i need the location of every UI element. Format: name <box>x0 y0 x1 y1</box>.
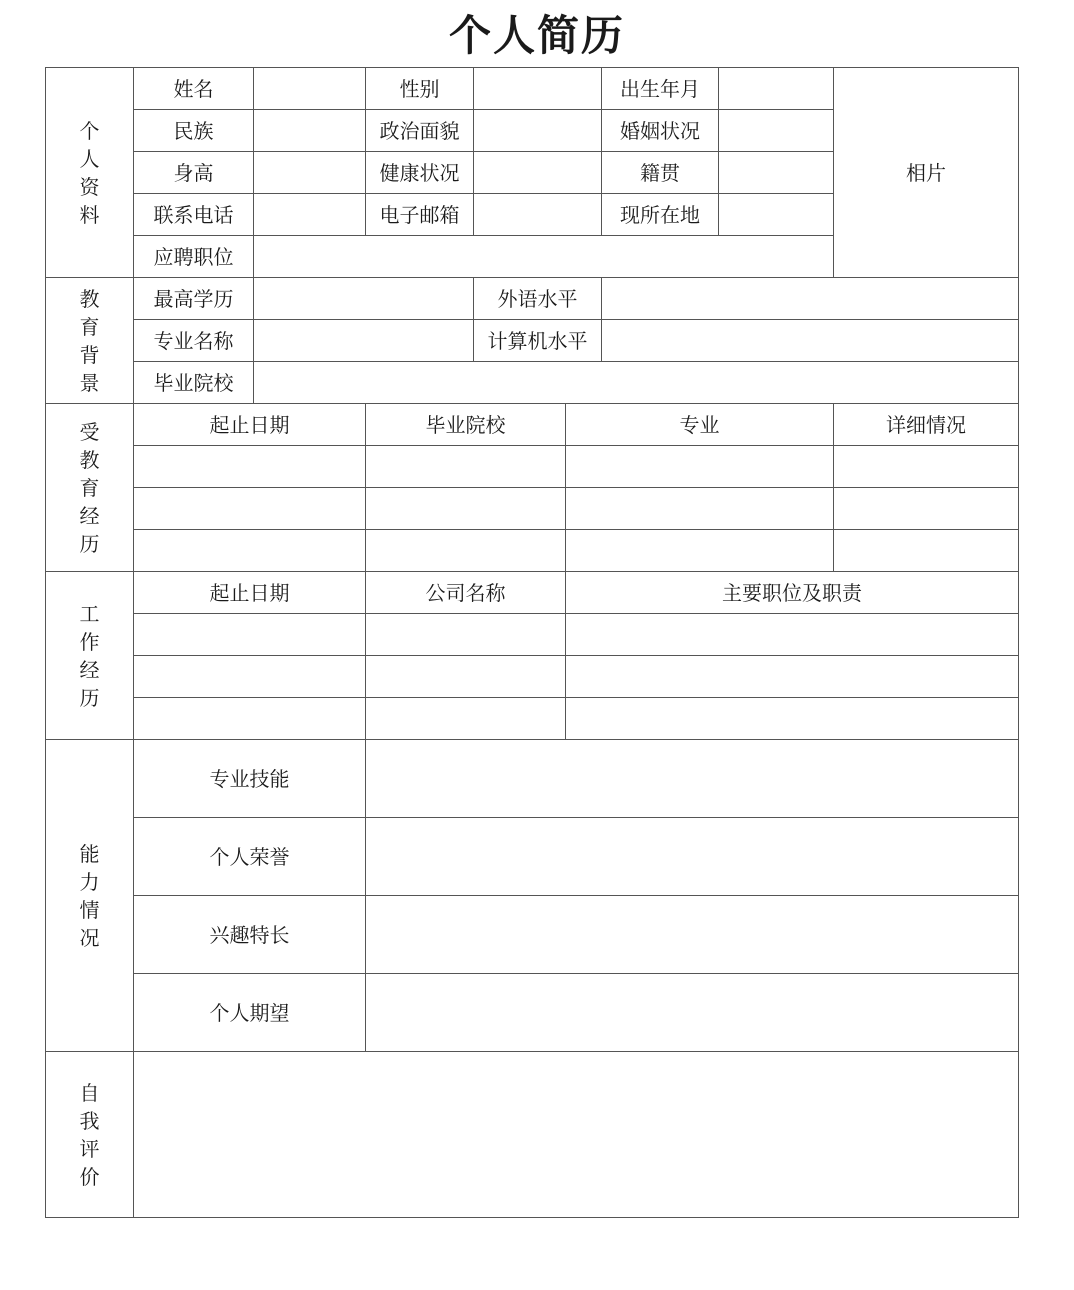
label-email: 电子邮箱 <box>366 194 474 236</box>
label-degree: 最高学历 <box>134 278 254 320</box>
edu-exp-cell[interactable] <box>834 530 1019 572</box>
field-major[interactable] <box>254 320 474 362</box>
edu-exp-header-major: 专业 <box>566 404 834 446</box>
label-gender: 性别 <box>366 68 474 110</box>
field-position[interactable] <box>254 236 834 278</box>
label-location: 现所在地 <box>602 194 719 236</box>
label-name: 姓名 <box>134 68 254 110</box>
label-ethnicity: 民族 <box>134 110 254 152</box>
work-exp-cell[interactable] <box>566 614 1019 656</box>
work-exp-header-dates: 起止日期 <box>134 572 366 614</box>
edu-exp-cell[interactable] <box>834 446 1019 488</box>
section-ability: 能力情况 <box>46 740 134 1052</box>
edu-exp-header-details: 详细情况 <box>834 404 1019 446</box>
edu-exp-cell[interactable] <box>134 488 366 530</box>
label-birth: 出生年月 <box>602 68 719 110</box>
section-education-experience: 受教育经历 <box>46 404 134 572</box>
edu-bg-row-3 <box>46 362 1019 404</box>
edu-exp-cell[interactable] <box>566 530 834 572</box>
field-native-place[interactable] <box>719 152 834 194</box>
work-exp-cell[interactable] <box>366 656 566 698</box>
edu-exp-row <box>46 530 1019 572</box>
field-location[interactable] <box>719 194 834 236</box>
self-eval-row <box>46 1052 1019 1218</box>
edu-exp-cell[interactable] <box>366 488 566 530</box>
field-skills[interactable] <box>366 740 1019 818</box>
work-exp-cell[interactable] <box>566 656 1019 698</box>
label-native-place: 籍贯 <box>602 152 719 194</box>
label-language: 外语水平 <box>474 278 602 320</box>
work-exp-row <box>46 698 1019 740</box>
work-exp-cell[interactable] <box>366 698 566 740</box>
label-phone: 联系电话 <box>134 194 254 236</box>
work-exp-cell[interactable] <box>134 614 366 656</box>
field-gender[interactable] <box>474 68 602 110</box>
field-birth[interactable] <box>719 68 834 110</box>
edu-exp-header-row <box>46 404 1019 446</box>
field-self-evaluation[interactable] <box>134 1052 1019 1218</box>
label-skills: 专业技能 <box>134 740 366 818</box>
section-personal: 个人资料 <box>46 68 134 278</box>
field-phone[interactable] <box>254 194 366 236</box>
field-ethnicity[interactable] <box>254 110 366 152</box>
label-honors: 个人荣誉 <box>134 818 366 896</box>
work-exp-header-duties: 主要职位及职责 <box>566 572 1019 614</box>
field-language[interactable] <box>602 278 1019 320</box>
field-honors[interactable] <box>366 818 1019 896</box>
personal-row-1 <box>46 68 1019 110</box>
field-health[interactable] <box>474 152 602 194</box>
edu-exp-cell[interactable] <box>566 446 834 488</box>
field-email[interactable] <box>474 194 602 236</box>
edu-exp-row <box>46 446 1019 488</box>
ability-row-skills <box>46 740 1019 818</box>
label-height: 身高 <box>134 152 254 194</box>
edu-exp-cell[interactable] <box>366 530 566 572</box>
section-education-background: 教育背景 <box>46 278 134 404</box>
field-hobbies[interactable] <box>366 896 1019 974</box>
section-self-evaluation: 自我评价 <box>46 1052 134 1218</box>
field-marital[interactable] <box>719 110 834 152</box>
field-degree[interactable] <box>254 278 474 320</box>
edu-exp-cell[interactable] <box>134 446 366 488</box>
label-position: 应聘职位 <box>134 236 254 278</box>
ability-row-expectation <box>46 974 1019 1052</box>
field-political[interactable] <box>474 110 602 152</box>
edu-exp-cell[interactable] <box>566 488 834 530</box>
field-name[interactable] <box>254 68 366 110</box>
section-work-experience: 工作经历 <box>46 572 134 740</box>
field-computer[interactable] <box>602 320 1019 362</box>
work-exp-row <box>46 614 1019 656</box>
ability-row-honors <box>46 818 1019 896</box>
work-exp-header-row <box>46 572 1019 614</box>
field-height[interactable] <box>254 152 366 194</box>
ability-row-hobbies <box>46 896 1019 974</box>
photo-box[interactable]: 相片 <box>834 68 1019 278</box>
label-major: 专业名称 <box>134 320 254 362</box>
field-expectation[interactable] <box>366 974 1019 1052</box>
edu-exp-header-dates: 起止日期 <box>134 404 366 446</box>
edu-bg-row-1 <box>46 278 1019 320</box>
edu-exp-cell[interactable] <box>134 530 366 572</box>
work-exp-cell[interactable] <box>566 698 1019 740</box>
work-exp-cell[interactable] <box>134 656 366 698</box>
work-exp-row <box>46 656 1019 698</box>
label-expectation: 个人期望 <box>134 974 366 1052</box>
label-computer: 计算机水平 <box>474 320 602 362</box>
page-title: 个人简历 <box>448 11 625 60</box>
label-political: 政治面貌 <box>366 110 474 152</box>
label-health: 健康状况 <box>366 152 474 194</box>
edu-bg-row-2 <box>46 320 1019 362</box>
edu-exp-row <box>46 488 1019 530</box>
work-exp-cell[interactable] <box>366 614 566 656</box>
edu-exp-cell[interactable] <box>366 446 566 488</box>
work-exp-header-company: 公司名称 <box>366 572 566 614</box>
work-exp-cell[interactable] <box>134 698 366 740</box>
field-school[interactable] <box>254 362 1019 404</box>
label-school: 毕业院校 <box>134 362 254 404</box>
edu-exp-cell[interactable] <box>834 488 1019 530</box>
resume-table <box>45 67 1019 1218</box>
label-marital: 婚姻状况 <box>602 110 719 152</box>
edu-exp-header-school: 毕业院校 <box>366 404 566 446</box>
label-hobbies: 兴趣特长 <box>134 896 366 974</box>
